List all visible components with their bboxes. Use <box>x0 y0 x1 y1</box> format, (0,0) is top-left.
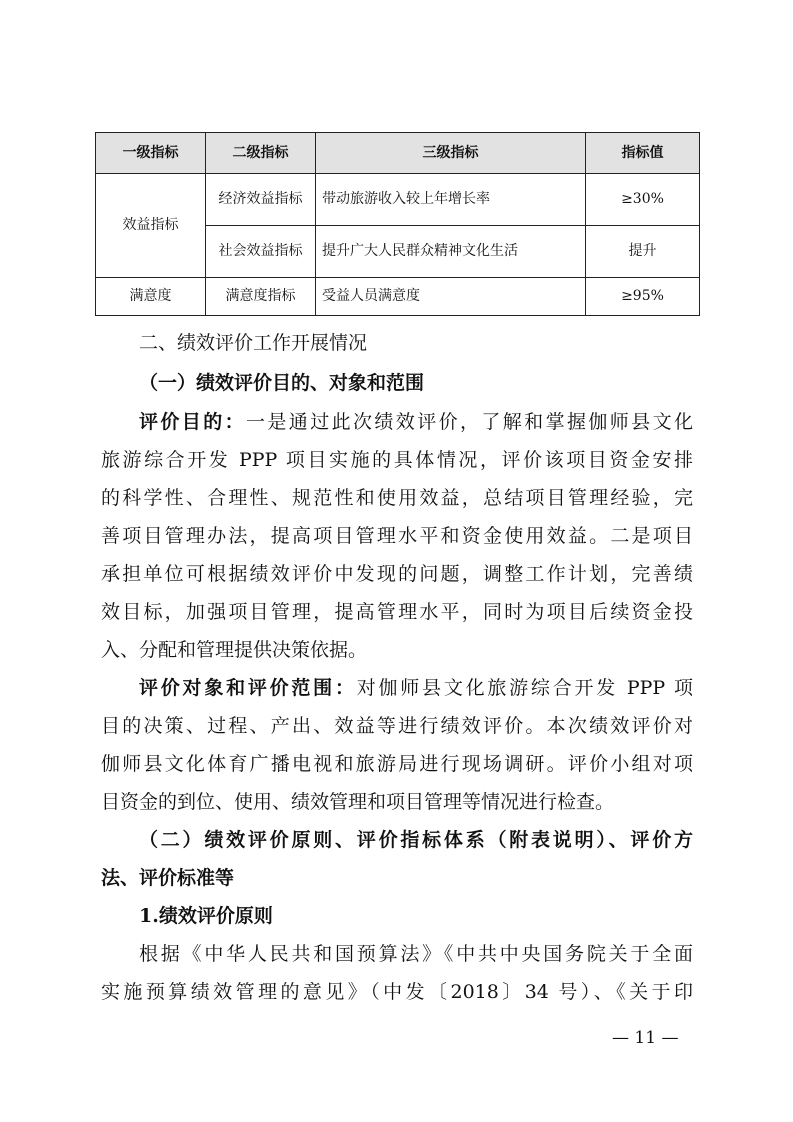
section-heading: 二、绩效评价工作开展情况 <box>139 332 368 354</box>
cell-sat-sub: 满意度指标 <box>206 278 316 316</box>
table-header-row <box>96 133 700 174</box>
cell-sat-item: 受益人员满意度 <box>316 278 586 316</box>
cell-social-val: 提升 <box>586 226 700 278</box>
paragraph-line: 效目标，加强项目管理，提高管理水平，同时为项目后续资金投 <box>101 601 693 623</box>
paragraph-line: 伽师县文化体育广播电视和旅游局进行现场调研。评价小组对项 <box>101 753 693 775</box>
header-level1: 一级指标 <box>96 133 206 174</box>
cell-benefit-label: 效益指标 <box>96 174 206 278</box>
paragraph-line: 善项目管理办法，提高项目管理水平和资金使用效益。二是项目 <box>101 525 693 547</box>
subsection-heading: （一）绩效评价目的、对象和范围 <box>139 372 425 394</box>
cell-sat-label: 满意度 <box>96 278 206 316</box>
cell-social-item: 提升广大人民群众精神文化生活 <box>316 226 586 278</box>
page-number: — 11 — <box>612 1028 679 1048</box>
paragraph-line <box>139 405 693 439</box>
subsection-heading: 法、评价标准等 <box>101 867 235 889</box>
paragraph-line: 入、分配和管理提供决策依据。 <box>101 639 368 661</box>
cell-econ-sub: 经济效益指标 <box>206 174 316 226</box>
paragraph-line: 旅游综合开发 PPP 项目实施的具体情况，评价该项目资金安排 <box>101 449 693 471</box>
paragraph-text: 对伽师县文化旅游综合开发 PPP 项 <box>356 677 693 699</box>
header-level3: 三级指标 <box>316 133 586 174</box>
header-level2: 二级指标 <box>206 133 316 174</box>
cell-social-sub: 社会效益指标 <box>206 226 316 278</box>
table-row <box>96 278 700 316</box>
paragraph-line <box>139 671 693 705</box>
cell-econ-item: 带动旅游收入较上年增长率 <box>316 174 586 226</box>
paragraph-line: 根据《中华人民共和国预算法》《中共中央国务院关于全面 <box>139 943 693 965</box>
header-value: 指标值 <box>586 133 700 174</box>
paragraph-text: 一是通过此次绩效评价，了解和掌握伽师县文化 <box>246 411 693 433</box>
cell-sat-val: ≥95% <box>586 278 700 316</box>
paragraph-label: 评价对象和评价范围： <box>139 677 357 699</box>
paragraph-line: 承担单位可根据绩效评价中发现的问题，调整工作计划，完善绩 <box>101 563 693 585</box>
paragraph-line: 实施预算绩效管理的意见》（中发〔2018〕34 号）、《关于印 <box>101 981 693 1003</box>
paragraph-line: 目的决策、过程、产出、效益等进行绩效评价。本次绩效评价对 <box>101 715 693 737</box>
subheading: 1.绩效评价原则 <box>139 905 273 927</box>
indicator-table <box>95 132 700 316</box>
subsection-heading: （二）绩效评价原则、评价指标体系（附表说明）、评价方 <box>139 829 693 851</box>
cell-econ-val: ≥30% <box>586 174 700 226</box>
table-row <box>96 174 700 226</box>
paragraph-line: 目资金的到位、使用、绩效管理和项目管理等情况进行检查。 <box>101 791 615 813</box>
paragraph-label: 评价目的： <box>139 411 246 433</box>
paragraph-line: 的科学性、合理性、规范性和使用效益，总结项目管理经验，完 <box>101 487 693 509</box>
